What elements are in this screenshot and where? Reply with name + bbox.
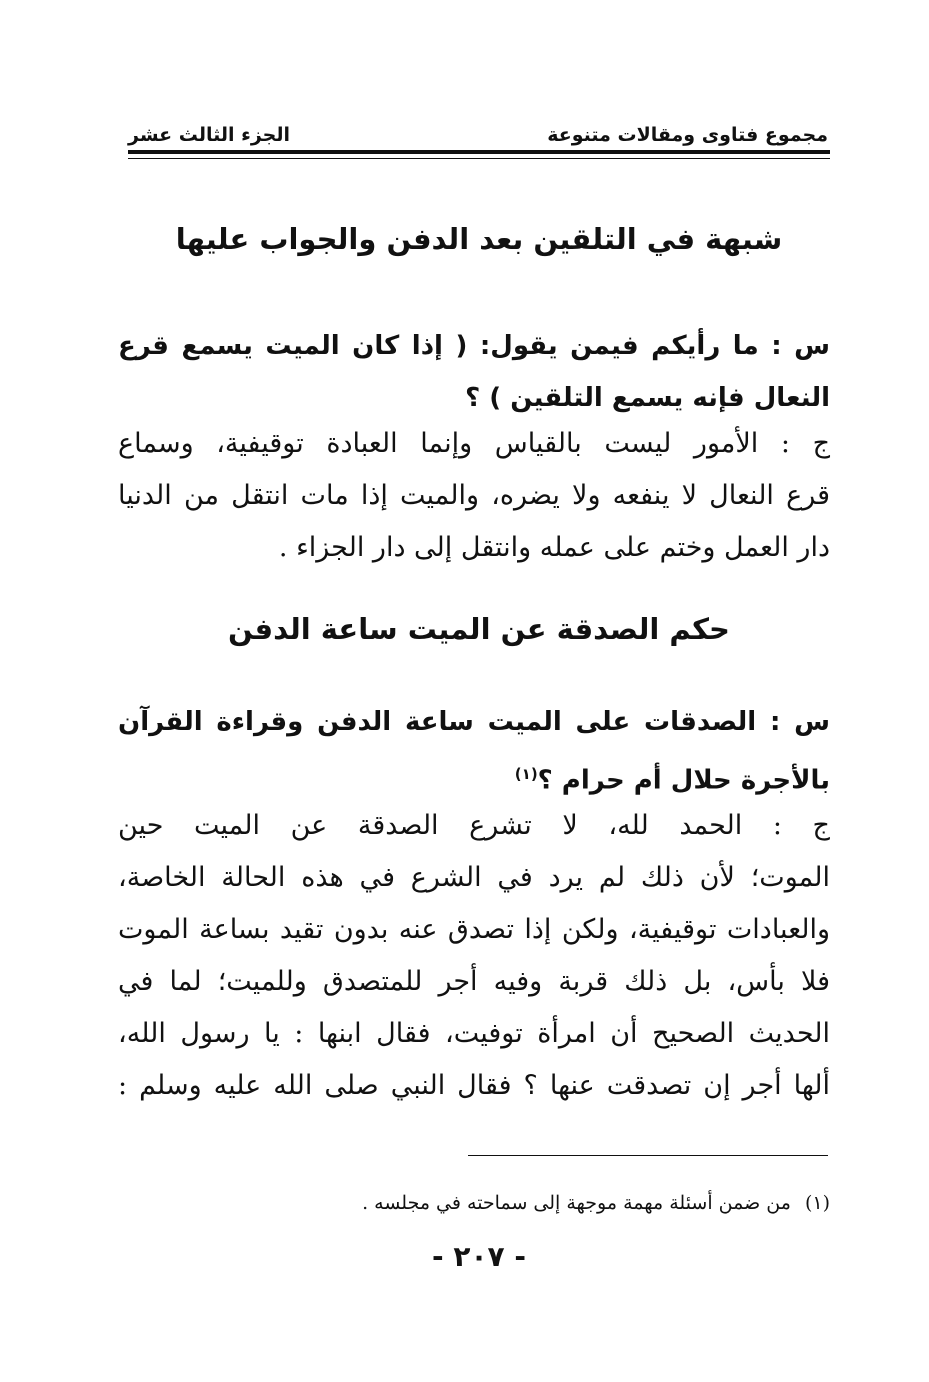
header-rule-thin: [128, 158, 830, 159]
question-line: [118, 748, 830, 807]
answer-line: دار العمل وختم على عمله وانتقل إلى دار الجزاء .: [278, 532, 830, 563]
answer-line: ج : الحمد لله، لا تشرع الصدقة عن الميت حين: [118, 810, 830, 841]
footnote-text: من ضمن أسئلة مهمة موجهة إلى سماحته في مجلسه .: [362, 1192, 791, 1214]
page-number: - ٢٠٧ -: [431, 1240, 527, 1273]
running-header: [128, 112, 828, 146]
question-talqin: [118, 320, 830, 424]
section-title-talqin: شبهة في التلقين بعد الدفن والجواب عليها: [175, 222, 783, 256]
footnote-ref: (١): [514, 765, 538, 783]
question-sadaqah: [118, 696, 830, 807]
book-title: مجموع فتاوى ومقالات متنوعة: [547, 124, 828, 146]
section-title-sadaqah: حكم الصدقة عن الميت ساعة الدفن: [228, 612, 730, 646]
answer-line: الموت؛ لأن ذلك لم يرد في الشرع في هذه الحالة الخاصة،: [118, 862, 830, 893]
volume-label: الجزء الثالث عشر: [128, 124, 291, 146]
question-line: س : ما رأيكم فيمن يقول: ( إذا كان الميت يسمع قرع: [118, 331, 830, 361]
question-line-text: بالأجرة حلال أم حرام ؟: [537, 765, 830, 796]
answer-line: الحديث الصحيح أن امرأة توفيت، فقال ابنها : يا رسول الله،: [118, 1018, 830, 1049]
header-rule: [128, 150, 830, 154]
answer-line: ألها أجر إن تصدقت عنها ؟ فقال النبي صلى الله عليه وسلم :: [118, 1070, 830, 1101]
question-line: س : الصدقات على الميت ساعة الدفن وقراءة القرآن: [118, 707, 830, 737]
answer-line: والعبادات توقيفية، ولكن إذا تصدق عنه بدون تقيد بساعة الموت: [118, 914, 830, 945]
footnote: [128, 1192, 830, 1214]
footnote-separator: [468, 1155, 828, 1156]
question-line: النعال فإنه يسمع التلقين ) ؟: [465, 383, 830, 413]
answer-line: قرع النعال لا ينفعه ولا يضره، والميت إذا مات انتقل من الدنيا: [118, 480, 830, 511]
answer-talqin: [118, 418, 830, 574]
footnote-number: (١): [804, 1192, 830, 1214]
answer-line: ج : الأمور ليست بالقياس وإنما العبادة توقيفية، وسماع: [118, 428, 830, 459]
answer-line: فلا بأس، بل ذلك قربة وفيه أجر للمتصدق وللميت؛ لما في: [118, 966, 830, 997]
answer-sadaqah: [118, 800, 830, 1112]
